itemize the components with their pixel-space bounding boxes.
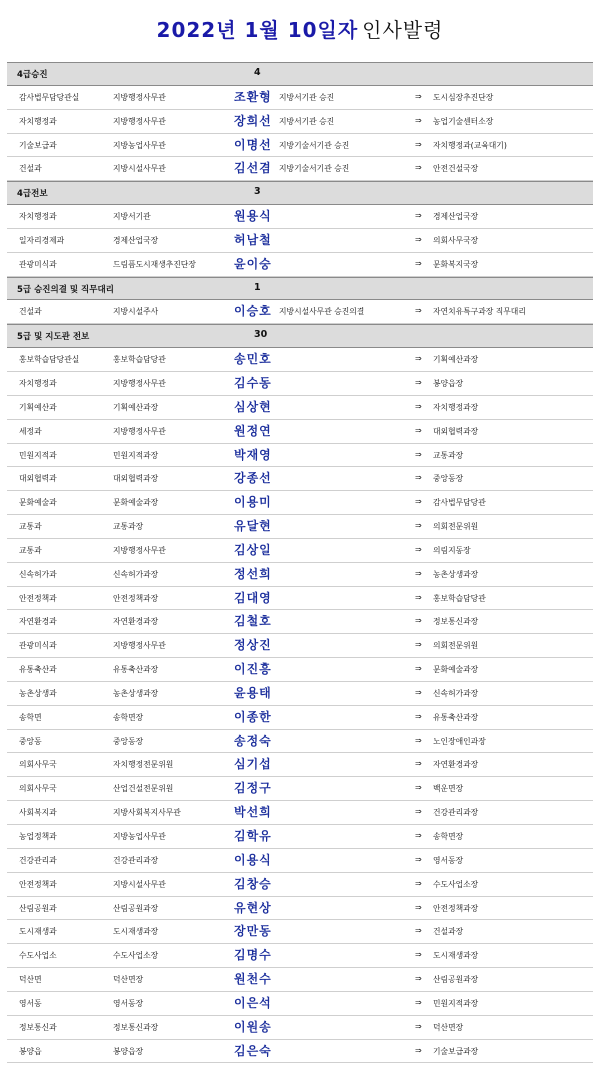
new-position: 정보통신과장 bbox=[433, 617, 479, 627]
employee-name: 김철호 bbox=[234, 614, 272, 629]
table-row bbox=[7, 968, 593, 992]
current-position: 지방사회복지사무관 bbox=[113, 808, 181, 818]
current-position: 홍보학습담당관 bbox=[113, 355, 166, 365]
new-position: 산림공원과장 bbox=[433, 975, 479, 985]
current-position: 봉양읍장 bbox=[113, 1046, 144, 1056]
current-position: 지방행정사무관 bbox=[113, 378, 166, 388]
promotion-note: 지방기술서기관 승진 bbox=[279, 164, 350, 174]
current-department: 홍보학습담당관실 bbox=[19, 355, 80, 365]
current-department: 송학면 bbox=[19, 712, 42, 722]
employee-name: 원정연 bbox=[234, 423, 272, 438]
employee-name: 박선희 bbox=[234, 805, 272, 820]
new-position: 의회전문위원 bbox=[433, 522, 479, 532]
new-position: 도시재생과장 bbox=[433, 951, 479, 961]
current-department: 자연환경과 bbox=[19, 617, 57, 627]
table-row bbox=[7, 634, 593, 658]
new-position: 도시심장추진단장 bbox=[433, 92, 494, 102]
current-position: 지방행정사무관 bbox=[113, 545, 166, 555]
table-row bbox=[7, 587, 593, 611]
current-department: 수도사업소 bbox=[19, 951, 57, 961]
section-name: 5급 및 지도관 전보 bbox=[17, 332, 90, 343]
arrow-icon: ⇒ bbox=[415, 735, 422, 745]
arrow-icon: ⇒ bbox=[415, 258, 422, 268]
employee-name: 김은숙 bbox=[234, 1043, 272, 1058]
current-department: 산림공원과 bbox=[19, 903, 57, 913]
current-department: 영서동 bbox=[19, 998, 42, 1008]
current-position: 덕산면장 bbox=[113, 975, 144, 985]
table-row bbox=[7, 610, 593, 634]
table-row bbox=[7, 706, 593, 730]
current-position: 산림공원과장 bbox=[113, 903, 159, 913]
new-position: 농업기술센터소장 bbox=[433, 116, 494, 126]
arrow-icon: ⇒ bbox=[415, 854, 422, 864]
current-position: 지방서기관 bbox=[113, 212, 151, 222]
new-position: 문화예술과장 bbox=[433, 665, 479, 675]
current-department: 민원지적과 bbox=[19, 450, 57, 460]
current-position: 자연환경과장 bbox=[113, 617, 159, 627]
current-department: 중앙동 bbox=[19, 736, 42, 746]
current-position: 지방시설사무관 bbox=[113, 879, 166, 889]
employee-name: 이원송 bbox=[234, 1019, 272, 1034]
arrow-icon: ⇒ bbox=[415, 1021, 422, 1031]
employee-name: 송정숙 bbox=[234, 733, 272, 748]
employee-name: 윤이숭 bbox=[234, 256, 272, 271]
new-position: 자치행정과장 bbox=[433, 402, 479, 412]
new-position: 기획예산과장 bbox=[433, 355, 479, 365]
new-position: 자치행정과(교육대기) bbox=[433, 140, 507, 150]
arrow-icon: ⇒ bbox=[415, 950, 422, 960]
table-row bbox=[7, 229, 593, 253]
table-row bbox=[7, 563, 593, 587]
employee-name: 김정구 bbox=[234, 781, 272, 796]
new-position: 노인장애인과장 bbox=[433, 736, 486, 746]
employee-name: 송민호 bbox=[234, 352, 272, 367]
arrow-icon: ⇒ bbox=[415, 306, 422, 316]
table-row bbox=[7, 372, 593, 396]
current-department: 자치행정과 bbox=[19, 116, 57, 126]
current-department: 유통축산과 bbox=[19, 665, 57, 675]
table-row bbox=[7, 658, 593, 682]
employee-name: 김학유 bbox=[234, 829, 272, 843]
table-row bbox=[7, 515, 593, 539]
current-position: 대외협력과장 bbox=[113, 474, 159, 484]
table-row bbox=[7, 873, 593, 897]
table-row bbox=[7, 300, 593, 324]
current-department: 안전정책과 bbox=[19, 593, 57, 603]
new-position: 민원지적과장 bbox=[433, 998, 479, 1008]
employee-name: 강종선 bbox=[234, 471, 272, 486]
employee-name: 원천수 bbox=[234, 972, 272, 987]
promotion-note: 지방기술서기관 승진 bbox=[279, 140, 350, 150]
arrow-icon: ⇒ bbox=[415, 91, 422, 101]
arrow-icon: ⇒ bbox=[415, 234, 422, 244]
current-department: 대외협력과 bbox=[19, 474, 57, 484]
employee-name: 김명수 bbox=[234, 948, 272, 963]
current-department: 세정과 bbox=[19, 426, 42, 436]
table-row bbox=[7, 539, 593, 563]
current-position: 도시재생과장 bbox=[113, 927, 159, 937]
current-department: 의회사무국 bbox=[19, 784, 57, 794]
table-row bbox=[7, 849, 593, 873]
table-row bbox=[7, 825, 593, 849]
section-count: 4 bbox=[254, 67, 261, 78]
new-position: 송학면장 bbox=[433, 832, 464, 841]
table-row bbox=[7, 944, 593, 968]
section-header bbox=[7, 277, 593, 301]
new-position: 수도사업소장 bbox=[433, 879, 479, 889]
arrow-icon: ⇒ bbox=[415, 878, 422, 888]
arrow-icon: ⇒ bbox=[415, 211, 422, 221]
employee-name: 이은석 bbox=[234, 995, 272, 1010]
current-position: 수도사업소장 bbox=[113, 951, 159, 961]
new-position: 의회전문위원 bbox=[433, 641, 479, 651]
current-department: 건설과 bbox=[19, 307, 42, 317]
appointment-table bbox=[7, 62, 593, 1063]
arrow-icon: ⇒ bbox=[415, 544, 422, 554]
table-row bbox=[7, 110, 593, 134]
promotion-note: 지방시설사무관 승진의결 bbox=[279, 307, 365, 317]
table-row bbox=[7, 491, 593, 515]
section-count: 3 bbox=[254, 186, 261, 198]
table-row bbox=[7, 253, 593, 277]
table-row bbox=[7, 205, 593, 229]
table-row bbox=[7, 753, 593, 777]
table-row bbox=[7, 801, 593, 825]
current-department: 농업정책과 bbox=[19, 832, 57, 841]
section-name: 4급전보 bbox=[17, 189, 48, 200]
current-position: 지방농업사무관 bbox=[113, 832, 166, 841]
new-position: 안전건설국장 bbox=[433, 164, 479, 174]
current-position: 지방행정사무관 bbox=[113, 92, 166, 102]
arrow-icon: ⇒ bbox=[415, 473, 422, 483]
new-position: 백운면장 bbox=[433, 784, 464, 794]
current-position: 영서동장 bbox=[113, 998, 144, 1008]
new-position: 봉양읍장 bbox=[433, 378, 464, 388]
arrow-icon: ⇒ bbox=[415, 163, 422, 173]
new-position: 교통과장 bbox=[433, 450, 464, 460]
new-position: 유통축산과장 bbox=[433, 712, 479, 722]
current-department: 정보통신과 bbox=[19, 1022, 57, 1032]
employee-name: 이진흥 bbox=[234, 662, 272, 677]
new-position: 안전정책과장 bbox=[433, 903, 479, 913]
current-department: 관광미식과 bbox=[19, 641, 57, 651]
table-row bbox=[7, 897, 593, 921]
current-department: 일자리경제과 bbox=[19, 235, 65, 245]
arrow-icon: ⇒ bbox=[415, 687, 422, 697]
arrow-icon: ⇒ bbox=[415, 902, 422, 912]
new-position: 자연환경과장 bbox=[433, 760, 479, 770]
employee-name: 정상진 bbox=[234, 638, 272, 653]
arrow-icon: ⇒ bbox=[415, 377, 422, 387]
current-department: 덕산면 bbox=[19, 975, 42, 985]
table-row bbox=[7, 730, 593, 754]
current-position: 건강관리과장 bbox=[113, 855, 159, 865]
section-header bbox=[7, 324, 593, 348]
arrow-icon: ⇒ bbox=[415, 568, 422, 578]
new-position: 농촌상생과장 bbox=[433, 569, 479, 579]
employee-name: 박재영 bbox=[234, 447, 272, 462]
table-row bbox=[7, 86, 593, 110]
title-date: 2022년 1월 10일자 bbox=[156, 18, 359, 42]
current-position: 신속허가과장 bbox=[113, 569, 159, 579]
current-position: 안전정책과장 bbox=[113, 593, 159, 603]
table-row bbox=[7, 992, 593, 1016]
arrow-icon: ⇒ bbox=[415, 497, 422, 507]
page-title bbox=[0, 14, 600, 43]
new-position: 의림지동장 bbox=[433, 545, 471, 555]
current-department: 의회사무국 bbox=[19, 760, 57, 770]
employee-name: 심기섭 bbox=[234, 757, 272, 772]
employee-name: 이명선 bbox=[234, 137, 272, 152]
section-count: 30 bbox=[254, 329, 268, 341]
section-header bbox=[7, 62, 593, 86]
current-position: 드림픔도시재생추진단장 bbox=[113, 259, 196, 269]
table-row bbox=[7, 348, 593, 372]
table-row bbox=[7, 467, 593, 491]
section-count: 1 bbox=[254, 281, 261, 293]
current-position: 지방농업사무관 bbox=[113, 140, 166, 150]
table-row bbox=[7, 777, 593, 801]
new-position: 경제산업국장 bbox=[433, 212, 479, 222]
employee-name: 심상현 bbox=[234, 399, 272, 414]
section-name: 5급 승진의결 및 직무대리 bbox=[17, 284, 114, 295]
new-position: 자연치유특구과장 직무대리 bbox=[433, 307, 526, 317]
arrow-icon: ⇒ bbox=[415, 425, 422, 435]
table-row bbox=[7, 920, 593, 944]
arrow-icon: ⇒ bbox=[415, 997, 422, 1007]
new-position: 중앙동장 bbox=[433, 474, 464, 484]
current-position: 지방시설주사 bbox=[113, 307, 159, 317]
employee-name: 이종한 bbox=[234, 709, 272, 724]
current-position: 문화예술과장 bbox=[113, 498, 159, 508]
table-row bbox=[7, 420, 593, 444]
current-department: 건강관리과 bbox=[19, 855, 57, 865]
promotion-note: 지방서기관 승진 bbox=[279, 116, 335, 126]
employee-name: 정선희 bbox=[234, 566, 272, 581]
arrow-icon: ⇒ bbox=[415, 640, 422, 650]
employee-name: 이승호 bbox=[234, 304, 272, 319]
employee-name: 장만동 bbox=[234, 924, 272, 939]
current-position: 민원지적과장 bbox=[113, 450, 159, 460]
employee-name: 유달현 bbox=[234, 519, 272, 534]
new-position: 건설과장 bbox=[433, 927, 464, 937]
employee-name: 유현상 bbox=[234, 900, 272, 915]
current-position: 정보통신과장 bbox=[113, 1022, 159, 1032]
arrow-icon: ⇒ bbox=[415, 783, 422, 793]
current-position: 지방행정사무관 bbox=[113, 116, 166, 126]
current-department: 농촌상생과 bbox=[19, 688, 57, 698]
employee-name: 이용미 bbox=[234, 495, 272, 510]
employee-name: 김상일 bbox=[234, 542, 272, 557]
table-row bbox=[7, 682, 593, 706]
arrow-icon: ⇒ bbox=[415, 592, 422, 602]
employee-name: 김선겸 bbox=[234, 161, 272, 176]
arrow-icon: ⇒ bbox=[415, 521, 422, 531]
current-position: 중앙동장 bbox=[113, 736, 144, 746]
new-position: 신속허가과장 bbox=[433, 688, 479, 698]
current-department: 봉양읍 bbox=[19, 1046, 42, 1056]
employee-name: 원용식 bbox=[234, 209, 272, 224]
current-position: 농촌상생과장 bbox=[113, 688, 159, 698]
promotion-note: 지방서기관 승진 bbox=[279, 92, 335, 102]
current-department: 안전정책과 bbox=[19, 879, 57, 889]
table-row bbox=[7, 444, 593, 468]
new-position: 영서동장 bbox=[433, 855, 464, 865]
section-name: 4급승진 bbox=[17, 70, 48, 80]
arrow-icon: ⇒ bbox=[415, 974, 422, 984]
arrow-icon: ⇒ bbox=[415, 807, 422, 817]
table-row bbox=[7, 134, 593, 158]
arrow-icon: ⇒ bbox=[415, 1045, 422, 1055]
arrow-icon: ⇒ bbox=[415, 831, 422, 840]
employee-name: 윤용태 bbox=[234, 685, 272, 700]
current-position: 송학면장 bbox=[113, 712, 144, 722]
arrow-icon: ⇒ bbox=[415, 664, 422, 674]
new-position: 의회사무국장 bbox=[433, 235, 479, 245]
current-department: 교통과 bbox=[19, 522, 42, 532]
employee-name: 조환형 bbox=[234, 89, 272, 104]
arrow-icon: ⇒ bbox=[415, 139, 422, 149]
section-header bbox=[7, 181, 593, 205]
employee-name: 김수동 bbox=[234, 375, 272, 390]
employee-name: 김대영 bbox=[234, 590, 272, 605]
current-department: 기획예산과 bbox=[19, 402, 57, 412]
current-position: 자치행정전문위원 bbox=[113, 760, 174, 770]
new-position: 홍보학습담당관 bbox=[433, 593, 486, 603]
new-position: 문화복지국장 bbox=[433, 259, 479, 269]
arrow-icon: ⇒ bbox=[415, 711, 422, 721]
employee-name: 이용식 bbox=[234, 852, 272, 867]
current-department: 신속허가과 bbox=[19, 569, 57, 579]
new-position: 덕산면장 bbox=[433, 1022, 464, 1032]
current-department: 기술보급과 bbox=[19, 140, 57, 150]
current-position: 기획예산과장 bbox=[113, 402, 159, 412]
current-department: 감사법무담당관실 bbox=[19, 92, 80, 102]
current-department: 건설과 bbox=[19, 164, 42, 174]
new-position: 감사법무담당관 bbox=[433, 498, 486, 508]
title-subtitle: 인사발령 bbox=[362, 18, 444, 42]
employee-name: 장희선 bbox=[234, 113, 272, 128]
employee-name: 허남철 bbox=[234, 232, 272, 247]
table-row bbox=[7, 1016, 593, 1040]
current-position: 교통과장 bbox=[113, 522, 144, 532]
arrow-icon: ⇒ bbox=[415, 354, 422, 364]
current-department: 관광미식과 bbox=[19, 259, 57, 269]
current-department: 교통과 bbox=[19, 545, 42, 555]
current-position: 지방시설사무관 bbox=[113, 164, 166, 174]
current-position: 경제산업국장 bbox=[113, 235, 159, 245]
arrow-icon: ⇒ bbox=[415, 449, 422, 459]
arrow-icon: ⇒ bbox=[415, 115, 422, 125]
current-department: 문화예술과 bbox=[19, 498, 57, 508]
table-row bbox=[7, 157, 593, 181]
arrow-icon: ⇒ bbox=[415, 401, 422, 411]
new-position: 기술보급과장 bbox=[433, 1046, 479, 1056]
current-position: 지방행정사무관 bbox=[113, 641, 166, 651]
current-position: 유통축산과장 bbox=[113, 665, 159, 675]
current-department: 자치행정과 bbox=[19, 378, 57, 388]
arrow-icon: ⇒ bbox=[415, 616, 422, 626]
new-position: 대외협력과장 bbox=[433, 426, 479, 436]
new-position: 건강관리과장 bbox=[433, 808, 479, 818]
arrow-icon: ⇒ bbox=[415, 759, 422, 769]
current-position: 지방행정사무관 bbox=[113, 426, 166, 436]
current-position: 산업건설전문위원 bbox=[113, 784, 174, 794]
employee-name: 김창승 bbox=[234, 876, 272, 891]
current-department: 자치행정과 bbox=[19, 212, 57, 222]
current-department: 사회복지과 bbox=[19, 808, 57, 818]
table-row bbox=[7, 396, 593, 420]
table-row bbox=[7, 1040, 593, 1064]
current-department: 도시재생과 bbox=[19, 927, 57, 937]
arrow-icon: ⇒ bbox=[415, 926, 422, 936]
